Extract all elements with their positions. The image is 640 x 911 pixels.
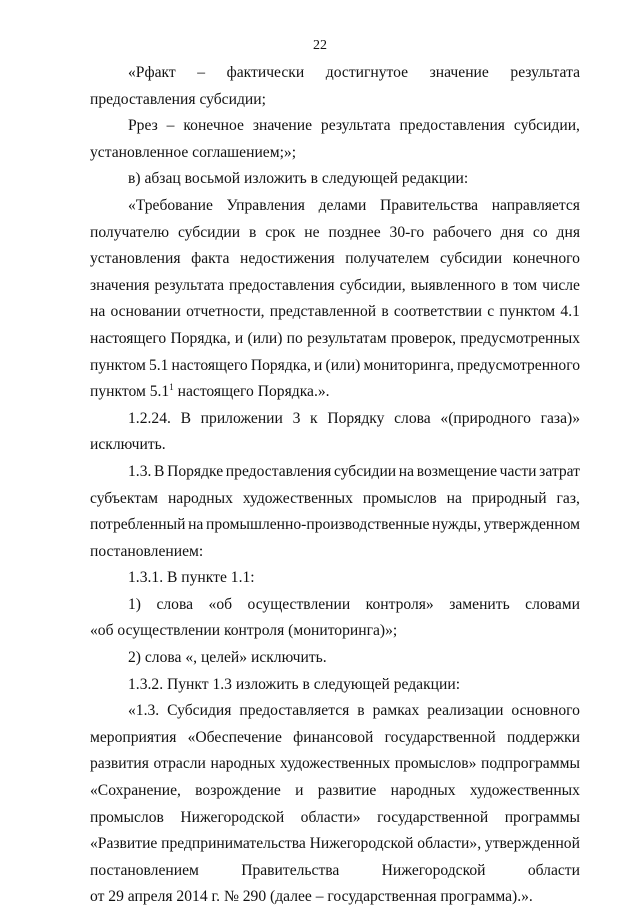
text-line: [90, 618, 580, 645]
text-line: [90, 884, 580, 911]
word: возмещение: [416, 462, 498, 480]
text-line: [90, 140, 580, 167]
word: области: [527, 861, 580, 879]
word: предпринимательства: [161, 835, 306, 853]
word: подпрограммы: [481, 755, 580, 773]
word: и: [314, 356, 323, 374]
word: рамках: [372, 702, 420, 720]
word: Управления: [226, 196, 305, 214]
word: настоящего: [171, 356, 248, 374]
text-line: [90, 672, 580, 699]
word: значение: [252, 117, 313, 135]
word: дня: [500, 223, 525, 241]
word: субсидии: [334, 462, 397, 480]
word: установления: [90, 250, 181, 268]
word: 5.1: [148, 356, 169, 374]
text-line: [90, 87, 580, 114]
word: утвержденной: [484, 835, 580, 853]
word: на: [446, 489, 462, 507]
word: результата: [154, 276, 225, 294]
word: Порядка,: [250, 356, 311, 374]
word: государственной: [384, 728, 496, 746]
word: 4.1: [560, 303, 580, 321]
word: художественных: [280, 755, 391, 773]
word: утвержденном: [483, 516, 580, 534]
word: в: [381, 303, 389, 321]
word: области»: [300, 808, 361, 826]
word: дня: [556, 223, 580, 241]
word: 1.3.: [128, 462, 152, 480]
word: пунктом: [499, 303, 556, 321]
word: значения: [90, 276, 150, 294]
word: финансовой: [293, 728, 374, 746]
word: 1.2.24.: [128, 409, 171, 427]
superscript: 1: [169, 381, 174, 392]
text-line: [90, 565, 580, 592]
text-line: [90, 778, 580, 805]
word: народных: [390, 782, 456, 800]
word: конечного: [512, 250, 580, 268]
word: нужды,: [432, 516, 482, 534]
text-line: [90, 459, 580, 486]
word: результата: [320, 117, 391, 135]
word: представленной: [269, 303, 377, 321]
word: художественных: [242, 489, 353, 507]
word: газа)»: [540, 409, 580, 427]
word: –: [197, 64, 206, 81]
word: 3: [292, 409, 301, 427]
text-line: [90, 751, 580, 778]
word: Правительства: [241, 861, 340, 879]
line-text: установленное соглашением;»;: [90, 143, 297, 161]
word: Нижегородской: [381, 861, 486, 879]
line-text-tail: настоящего Порядка.».: [173, 383, 330, 401]
word: проверок,: [390, 329, 457, 347]
word: конечное: [183, 117, 244, 135]
word: фактически: [226, 64, 305, 81]
word: субсидии,: [513, 117, 580, 135]
word: мероприятия: [90, 728, 177, 746]
word: «Развитие: [90, 835, 158, 853]
word: промышленно-производственные: [205, 516, 430, 534]
word: осуществлении: [247, 595, 351, 613]
word: основного: [511, 702, 580, 720]
word: не: [304, 223, 320, 241]
word: рабочего: [433, 223, 492, 241]
text-line: [90, 299, 580, 326]
text-line: [90, 406, 580, 433]
word: приложении: [200, 409, 283, 427]
word: направляется: [491, 196, 580, 214]
word: субсидии: [177, 223, 241, 241]
word: результатам: [307, 329, 387, 347]
word: предусмотренных: [460, 329, 580, 347]
word: и: [234, 329, 244, 347]
line-text: 1.3.2. Пункт 1.3 изложить в следующей редакции:: [128, 675, 461, 693]
word: предусмотренного: [457, 356, 580, 374]
line-text: исключить.: [90, 436, 166, 454]
word: с: [487, 303, 495, 321]
text-line: [90, 166, 580, 193]
text-line: [90, 805, 580, 832]
word: делами: [318, 196, 367, 214]
word: в: [500, 276, 509, 294]
word: поддержки: [506, 728, 580, 746]
word: «1.3.: [128, 702, 160, 720]
word: субъектам: [90, 489, 159, 507]
word: в: [249, 223, 257, 241]
text-line: [90, 379, 580, 406]
word: 1): [128, 595, 141, 613]
word: получателем: [345, 250, 430, 268]
word: реализации: [427, 702, 504, 720]
text-line: [90, 193, 580, 220]
text-line: [90, 725, 580, 752]
line-text: пунктом 5.1: [90, 383, 170, 401]
word: (или): [325, 356, 361, 374]
word: «об: [208, 595, 233, 613]
text-line: [90, 486, 580, 513]
line-text: «об осуществлении контроля (мониторинга)»;: [90, 622, 398, 640]
word: субсидии: [439, 250, 503, 268]
word: срок: [265, 223, 296, 241]
word: части: [499, 462, 537, 480]
word: возрождение: [195, 782, 281, 800]
word: недостижения: [240, 250, 335, 268]
word: на: [90, 303, 106, 321]
word: достигнутое: [325, 64, 409, 81]
word: Правительства: [379, 196, 479, 214]
word: Нижегородской: [180, 808, 285, 826]
word: предоставляется: [239, 702, 350, 720]
word: народных: [210, 755, 276, 773]
word: художественных: [469, 782, 580, 800]
word: словами: [525, 595, 580, 613]
word: значение: [429, 64, 489, 81]
text-line: [90, 113, 580, 140]
word: газ,: [556, 489, 580, 507]
word: контроля»: [365, 595, 434, 613]
word: факта: [191, 250, 230, 268]
word: получателю: [90, 223, 170, 241]
word: в: [357, 702, 365, 720]
line-text: постановлением:: [90, 542, 204, 560]
word: со: [532, 223, 548, 241]
word: числе: [542, 276, 580, 294]
document-body: [90, 60, 580, 911]
word: предоставления: [229, 276, 335, 294]
word: (или): [247, 329, 283, 347]
word: слова: [156, 595, 194, 613]
word: предоставления: [399, 117, 505, 135]
word: 30-го: [389, 223, 425, 241]
line-text: 2) слова «, целей» исключить.: [128, 649, 327, 667]
word: промыслов: [90, 808, 164, 826]
word: промыслов: [362, 489, 437, 507]
word: Порядку: [327, 409, 385, 427]
word: пунктом: [90, 356, 146, 374]
word: В: [154, 462, 165, 480]
word: основании: [110, 303, 181, 321]
word: мониторинга,: [363, 356, 454, 374]
word: «Обеспечение: [187, 728, 282, 746]
text-line: [90, 273, 580, 300]
word: предоставления: [225, 462, 332, 480]
word: том: [513, 276, 538, 294]
word: Порядка,: [170, 329, 231, 347]
word: «Рфакт: [128, 64, 176, 81]
line-text: 1.3.1. В пункте 1.1:: [128, 569, 255, 587]
text-line: [90, 220, 580, 247]
word: развития: [90, 755, 149, 773]
word: «(природного: [440, 409, 531, 427]
word: затрат: [539, 462, 580, 480]
word: народных: [167, 489, 233, 507]
word: –: [166, 117, 175, 135]
word: Порядке: [167, 462, 224, 480]
word: «Требование: [128, 196, 213, 214]
text-line: [90, 353, 580, 380]
text-line: [90, 246, 580, 273]
word: программы: [504, 808, 580, 826]
word: и: [295, 782, 304, 800]
word: соответствии: [393, 303, 483, 321]
word: Субсидия: [167, 702, 232, 720]
page-number: 22: [313, 38, 327, 53]
word: на: [188, 516, 204, 534]
word: развитие: [317, 782, 377, 800]
word: заменить: [449, 595, 510, 613]
word: области»,: [417, 835, 482, 853]
text-line: [90, 432, 580, 459]
text-line: [90, 645, 580, 672]
text-line: [90, 60, 580, 87]
word: позднее: [328, 223, 381, 241]
text-line: [90, 539, 580, 566]
text-line: [90, 592, 580, 619]
word: по: [286, 329, 303, 347]
word: к: [310, 409, 318, 427]
line-text: в) абзац восьмой изложить в следующей редакции:: [128, 170, 469, 188]
word: В: [180, 409, 191, 427]
word: выявленного: [410, 276, 496, 294]
word: субсидии,: [339, 276, 406, 294]
text-line: [90, 326, 580, 353]
text-line: [90, 831, 580, 858]
text-line: [90, 698, 580, 725]
word: Нижегородской: [309, 835, 414, 853]
word: промыслов»: [394, 755, 477, 773]
word: результата: [510, 64, 580, 81]
word: государственной: [377, 808, 489, 826]
word: настоящего: [90, 329, 167, 347]
word: потребленный: [90, 516, 186, 534]
word: отчетности,: [186, 303, 265, 321]
line-text: от 29 апреля 2014 г. № 290 (далее – государственная программа).».: [90, 888, 533, 906]
line-text: предоставления субсидии;: [90, 90, 266, 108]
word: Ррез: [128, 117, 158, 135]
word: на: [398, 462, 415, 480]
word: отрасли: [153, 755, 206, 773]
word: слова: [394, 409, 431, 427]
text-line: [90, 858, 580, 885]
word: природный: [471, 489, 547, 507]
word: постановлением: [90, 861, 199, 879]
text-line: [90, 512, 580, 539]
word: «Сохранение,: [90, 782, 181, 800]
